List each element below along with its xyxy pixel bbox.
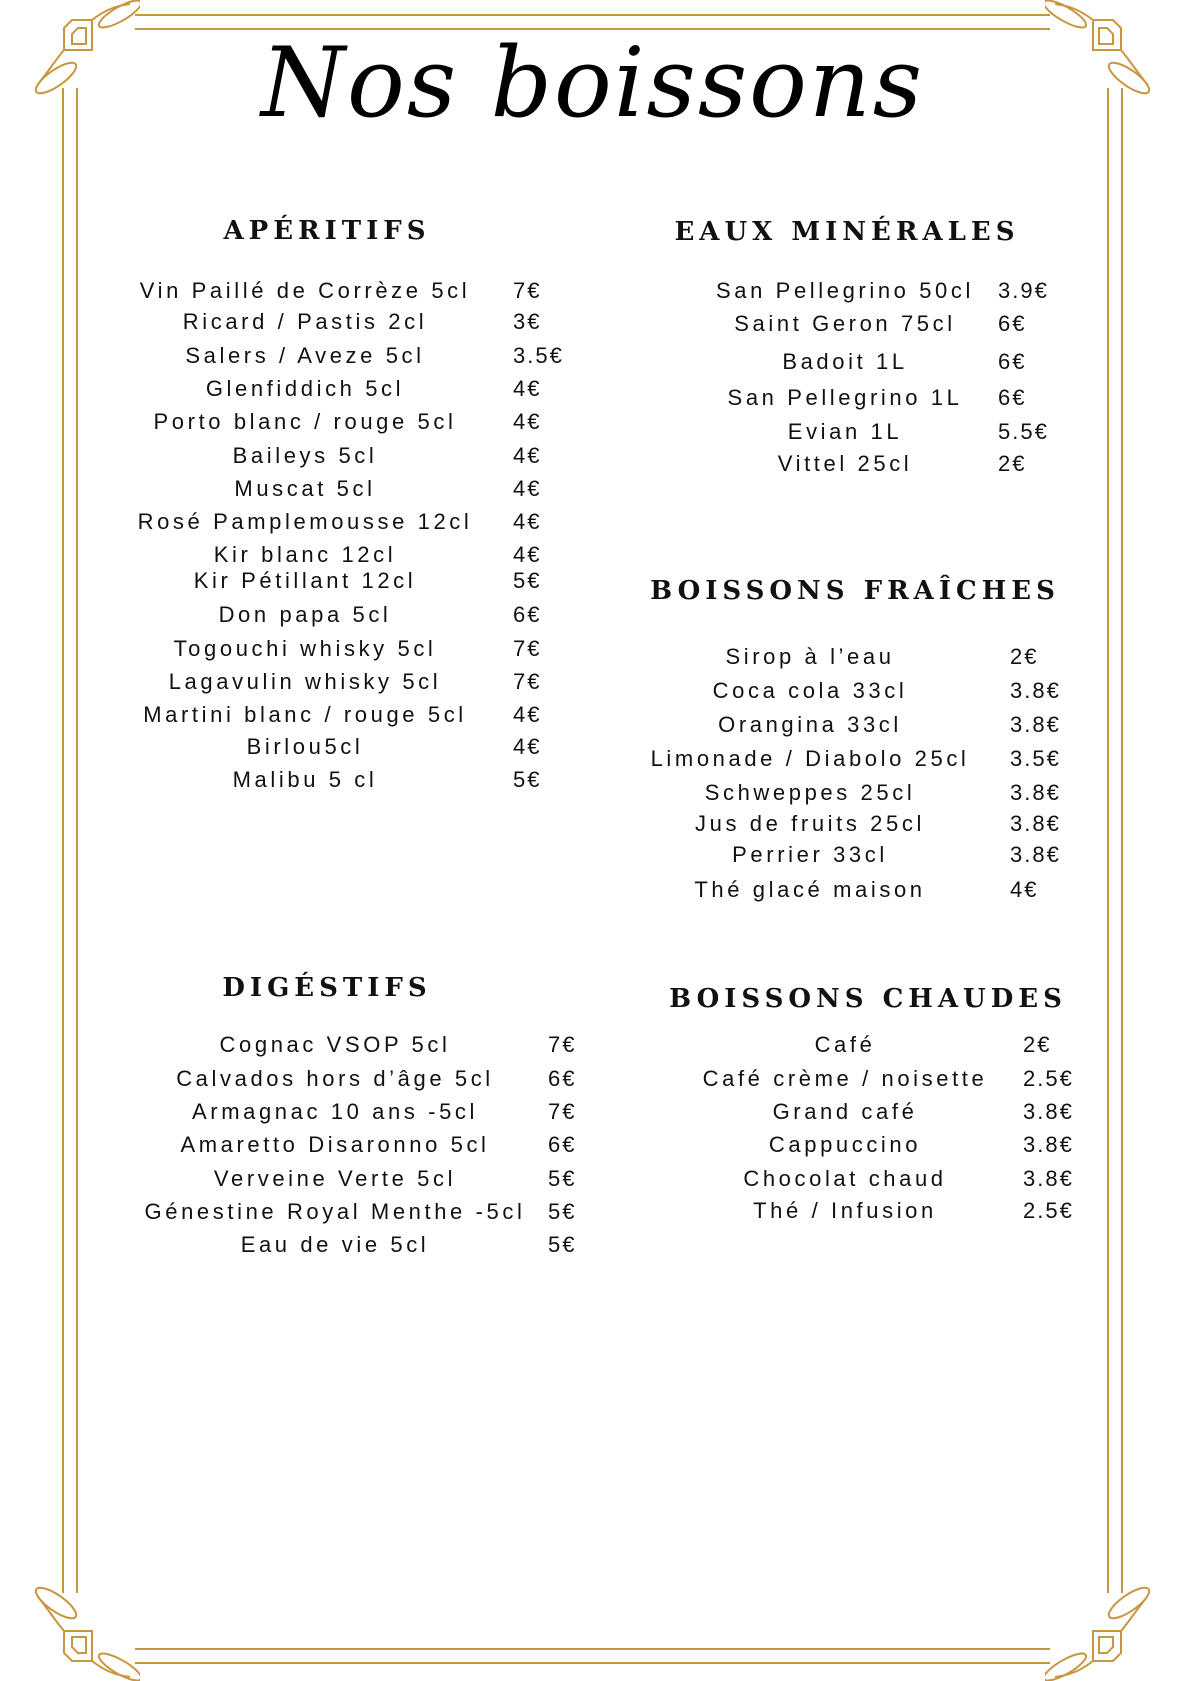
menu-item-name: Salers / Aveze 5cl: [185, 343, 425, 368]
section-title-eaux: EAUX MINÉRALES: [674, 217, 1020, 247]
menu-item-name: Saint Geron 75cl: [734, 311, 956, 336]
menu-item-name: San Pellegrino 50cl: [716, 278, 974, 303]
menu-item-name: Cappuccino: [768, 1132, 922, 1157]
menu-item-price: 5€: [513, 767, 542, 792]
menu-item-price: 4€: [513, 443, 542, 468]
menu-item-price: 3.8€: [1023, 1099, 1074, 1124]
menu-item-name: Muscat 5cl: [234, 476, 376, 501]
menu-item-price: 3.8€: [1023, 1132, 1074, 1157]
menu-item-name: Lagavulin whisky 5cl: [168, 669, 442, 694]
menu-item-price: 7€: [548, 1099, 577, 1124]
menu-item-name: Thé / Infusion: [753, 1198, 937, 1223]
frame-right-line-1: [1107, 88, 1109, 1593]
menu-item-name: Togouchi whisky 5cl: [173, 636, 437, 661]
menu-item-name: Cognac VSOP 5cl: [219, 1032, 451, 1057]
menu-item-price: 4€: [1010, 877, 1039, 902]
menu-item-name: Birlou5cl: [246, 734, 364, 759]
menu-item-price: 5€: [548, 1199, 577, 1224]
menu-item-price: 3€: [513, 309, 542, 334]
menu-item-name: Calvados hors d’âge 5cl: [176, 1066, 494, 1091]
menu-item-price: 7€: [513, 278, 542, 303]
menu-item-price: 2€: [998, 451, 1027, 476]
menu-item-name: Rosé Pamplemousse 12cl: [137, 509, 473, 534]
menu-item-name: Vin Paillé de Corrèze 5cl: [139, 278, 471, 303]
menu-item-price: 4€: [513, 476, 542, 501]
menu-item-price: 5€: [548, 1232, 577, 1257]
menu-item-price: 4€: [513, 702, 542, 727]
menu-item-price: 4€: [513, 734, 542, 759]
menu-item-name: Amaretto Disaronno 5cl: [180, 1132, 490, 1157]
menu-item-name: Thé glacé maison: [694, 877, 926, 902]
menu-item-price: 6€: [548, 1132, 577, 1157]
menu-item-name: Schweppes 25cl: [704, 780, 916, 805]
menu-item-price: 3.9€: [998, 278, 1049, 303]
corner-ornament-bottom-right-icon: [1045, 1581, 1155, 1681]
menu-item-price: 5.5€: [998, 419, 1049, 444]
menu-item-name: Eau de vie 5cl: [240, 1232, 430, 1257]
menu-item-price: 5€: [513, 568, 542, 593]
menu-item-name: Martini blanc / rouge 5cl: [143, 702, 467, 727]
section-title-chaudes: BOISSONS CHAUDES: [669, 984, 1067, 1014]
menu-item-name: Limonade / Diabolo 25cl: [650, 746, 970, 771]
menu-item-name: Verveine Verte 5cl: [213, 1166, 457, 1191]
menu-item-price: 3.5€: [513, 343, 564, 368]
menu-item-price: 3.8€: [1010, 811, 1061, 836]
menu-item-price: 6€: [548, 1066, 577, 1091]
menu-item-price: 4€: [513, 542, 542, 567]
menu-item-name: Kir Pétillant 12cl: [193, 568, 417, 593]
menu-item-name: Café crème / noisette: [702, 1066, 988, 1091]
menu-item-name: Jus de fruits 25cl: [695, 811, 925, 836]
frame-top-line-1: [135, 14, 1050, 16]
menu-item-name: Perrier 33cl: [732, 842, 888, 867]
menu-item-price: 7€: [513, 669, 542, 694]
menu-item-name: Coca cola 33cl: [712, 678, 908, 703]
frame-right-line-2: [1121, 88, 1123, 1593]
menu-item-name: Evian 1L: [787, 419, 903, 444]
menu-item-price: 3.8€: [1010, 780, 1061, 805]
menu-item-price: 3.8€: [1010, 678, 1061, 703]
menu-item-price: 6€: [998, 311, 1027, 336]
frame-bottom-line-1: [135, 1648, 1050, 1650]
menu-item-name: Génestine Royal Menthe -5cl: [144, 1199, 526, 1224]
menu-item-price: 6€: [998, 385, 1027, 410]
frame-left-line-1: [62, 88, 64, 1593]
menu-item-name: Baileys 5cl: [232, 443, 378, 468]
section-title-digestifs: DIGÉSTIFS: [222, 973, 432, 1003]
menu-item-price: 4€: [513, 376, 542, 401]
menu-item-name: San Pellegrino 1L: [727, 385, 963, 410]
menu-item-name: Badoit 1L: [782, 349, 908, 374]
menu-item-price: 2€: [1010, 644, 1039, 669]
menu-item-name: Vittel 25cl: [777, 451, 913, 476]
corner-ornament-bottom-left-icon: [30, 1581, 140, 1681]
menu-item-name: Kir blanc 12cl: [213, 542, 397, 567]
menu-item-price: 2.5€: [1023, 1066, 1074, 1091]
menu-item-price: 6€: [998, 349, 1027, 374]
menu-item-price: 4€: [513, 409, 542, 434]
frame-bottom-line-2: [135, 1662, 1050, 1664]
menu-item-name: Porto blanc / rouge 5cl: [153, 409, 457, 434]
menu-item-price: 2.5€: [1023, 1198, 1074, 1223]
menu-item-name: Malibu 5 cl: [232, 767, 378, 792]
menu-item-name: Ricard / Pastis 2cl: [182, 309, 428, 334]
menu-item-price: 7€: [548, 1032, 577, 1057]
menu-item-name: Don papa 5cl: [218, 602, 392, 627]
frame-left-line-2: [76, 88, 78, 1593]
menu-item-price: 2€: [1023, 1032, 1052, 1057]
menu-item-name: Grand café: [772, 1099, 918, 1124]
menu-item-price: 5€: [548, 1166, 577, 1191]
menu-item-price: 4€: [513, 509, 542, 534]
menu-item-price: 3.8€: [1010, 842, 1061, 867]
menu-item-name: Orangina 33cl: [718, 712, 902, 737]
section-title-aperitifs: APÉRITIFS: [223, 216, 431, 246]
section-title-fraiches: BOISSONS FRAÎCHES: [650, 576, 1060, 606]
menu-item-price: 3.8€: [1023, 1166, 1074, 1191]
menu-item-price: 7€: [513, 636, 542, 661]
menu-item-name: Café: [814, 1032, 876, 1057]
menu-item-price: 3.8€: [1010, 712, 1061, 737]
menu-item-name: Glenfiddich 5cl: [205, 376, 405, 401]
menu-item-name: Chocolat chaud: [743, 1166, 947, 1191]
menu-item-name: Sirop à l’eau: [725, 644, 895, 669]
page-title: Nos boissons: [261, 27, 924, 139]
menu-item-price: 6€: [513, 602, 542, 627]
menu-item-name: Armagnac 10 ans -5cl: [192, 1099, 478, 1124]
menu-item-price: 3.5€: [1010, 746, 1061, 771]
